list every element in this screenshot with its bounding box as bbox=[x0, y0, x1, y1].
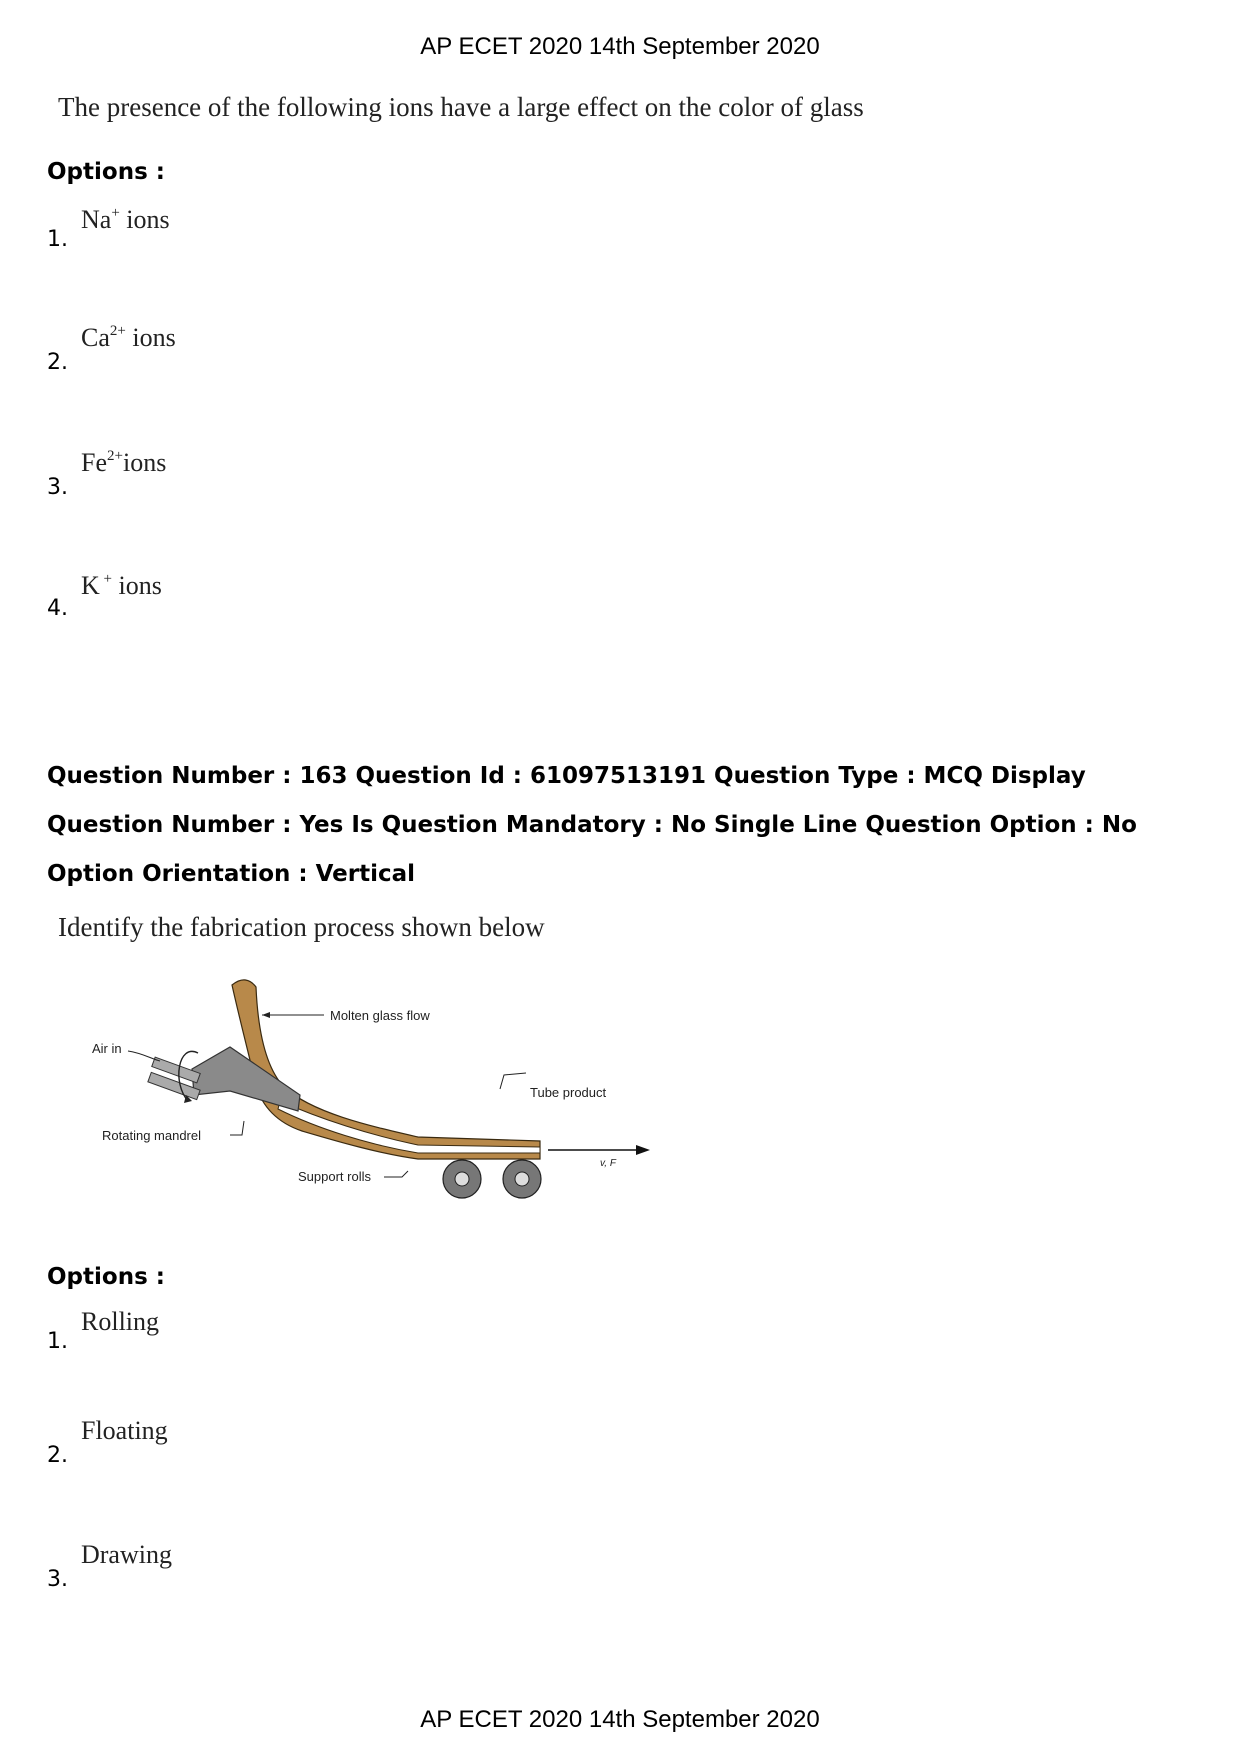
q1-option-3-number: 3. bbox=[47, 475, 68, 500]
support-roll-2 bbox=[503, 1160, 541, 1198]
q1-option-3-text[interactable]: $Fe^{2+}ions$ bbox=[81, 448, 167, 477]
question-2-text: Identify the fabrication process shown below bbox=[58, 912, 545, 942]
label-air-in: Air in bbox=[92, 1041, 122, 1056]
page-footer: AP ECET 2020 14th September 2020 bbox=[420, 1706, 820, 1733]
q1-option-4-text[interactable]: K + ions bbox=[81, 571, 162, 600]
label-support-rolls: Support rolls bbox=[298, 1169, 371, 1184]
question-1-text: The presence of the following ions have a large effect on the color of glass bbox=[58, 92, 864, 122]
support-roll-1 bbox=[443, 1160, 481, 1198]
page-header: AP ECET 2020 14th September 2020 bbox=[420, 33, 820, 60]
mandrel-cone bbox=[192, 1047, 300, 1111]
q2-option-1-text[interactable]: Rolling bbox=[81, 1307, 160, 1336]
q1-option-2-number: 2. bbox=[47, 350, 68, 375]
label-rotating-mandrel: Rotating mandrel bbox=[102, 1128, 201, 1143]
q2-option-3-number: 3. bbox=[47, 1567, 68, 1592]
question-1-options-label: Options : bbox=[47, 159, 165, 185]
molten-glass-stream bbox=[232, 980, 540, 1159]
tube-drawing-diagram bbox=[80, 973, 670, 1213]
exit-arrowhead bbox=[636, 1145, 650, 1155]
label-molten-glass-flow: Molten glass flow bbox=[330, 1008, 430, 1023]
q1-option-1-number: 1. bbox=[47, 227, 68, 252]
label-tube-product: Tube product bbox=[530, 1085, 607, 1100]
q2-option-2-text[interactable]: Floating bbox=[81, 1416, 168, 1445]
question-2-metadata: Question Number : 163 Question Id : 61097513191 Question Type : MCQ Display Question Number : Yes Is Question Mandatory : No Single Line Question Option : No Option Orientation : Vertical bbox=[47, 763, 1137, 887]
question-2-options-label: Options : bbox=[47, 1264, 165, 1290]
label-velocity-force: v, F bbox=[600, 1158, 616, 1169]
q1-option-4-number: 4. bbox=[47, 596, 68, 621]
q2-option-2-number: 2. bbox=[47, 1443, 68, 1468]
q1-option-2-text[interactable]: $Ca^{2+}$ ions bbox=[81, 323, 176, 352]
q2-option-1-number: 1. bbox=[47, 1329, 68, 1354]
q1-option-1-text[interactable]: Na+ ions bbox=[81, 205, 170, 234]
q2-option-3-text[interactable]: Drawing bbox=[81, 1540, 172, 1569]
